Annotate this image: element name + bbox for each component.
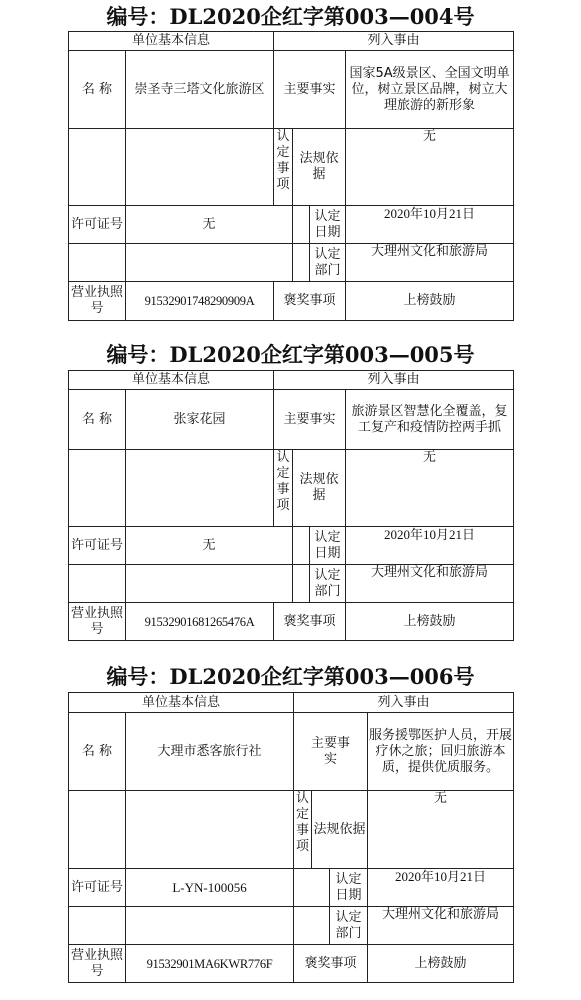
empty-cell <box>69 907 126 945</box>
main-facts-value: 服务援鄂医护人员，开展疗休之旅；回归旅游本质，提供优质服务。 <box>368 713 514 791</box>
record-table <box>68 692 514 983</box>
award-label: 褒奖事项 <box>274 603 346 641</box>
main-facts-value: 旅游景区智慧化全覆盖，复工复产和疫情防控两手抓 <box>346 390 514 450</box>
main-facts-value: 国家5A级景区、全国文明单位，树立景区品牌，树立大理旅游的新形象 <box>346 51 514 129</box>
award-value: 上榜鼓励 <box>346 282 514 321</box>
empty-cell <box>126 907 294 945</box>
empty-cell <box>293 206 310 244</box>
dept-value: 大理州文化和旅游局 <box>346 565 514 603</box>
reason-header: 列入事由 <box>274 32 514 51</box>
name-value: 大理市悉客旅行社 <box>126 713 294 791</box>
empty-cell <box>69 791 126 869</box>
name-value: 崇圣寺三塔文化旅游区 <box>126 51 274 129</box>
award-value: 上榜鼓励 <box>346 603 514 641</box>
license-value: 无 <box>126 527 293 565</box>
empty-cell <box>126 450 274 527</box>
business-license-value: 91532901748290909A <box>126 282 274 321</box>
unit-info-header: 单位基本信息 <box>69 371 274 390</box>
dept-value: 大理州文化和旅游局 <box>368 907 514 945</box>
business-license-label: 营业执照号 <box>69 282 126 321</box>
dept-label: 认定部门 <box>310 565 346 603</box>
legal-basis-label: 法规依据 <box>293 129 346 206</box>
name-value: 张家花园 <box>126 390 274 450</box>
date-value: 2020年10月21日 <box>368 869 514 907</box>
date-value: 2020年10月21日 <box>346 206 514 244</box>
legal-basis-value: 无 <box>368 791 514 869</box>
license-label: 许可证号 <box>69 869 126 907</box>
name-label: 名 称 <box>69 713 126 791</box>
empty-cell <box>69 244 126 282</box>
empty-cell <box>69 565 126 603</box>
dept-label: 认定部门 <box>330 907 368 945</box>
license-label: 许可证号 <box>69 527 126 565</box>
license-value: 无 <box>126 206 293 244</box>
legal-basis-label: 法规依据 <box>312 791 368 869</box>
empty-cell <box>294 907 330 945</box>
determination-items-label: 认定事项 <box>294 791 312 869</box>
determination-items-label: 认定事项 <box>274 129 293 206</box>
determination-items-label: 认定事项 <box>274 450 293 527</box>
license-value: L-YN-100056 <box>126 869 294 907</box>
record-table <box>68 370 514 641</box>
legal-basis-value: 无 <box>346 129 514 206</box>
record-code-title: 编号：DL2020企红字第003—004号 <box>106 4 475 29</box>
unit-info-header: 单位基本信息 <box>69 693 294 713</box>
dept-value: 大理州文化和旅游局 <box>346 244 514 282</box>
date-label: 认定日期 <box>310 206 346 244</box>
empty-cell <box>126 244 293 282</box>
dept-label: 认定部门 <box>310 244 346 282</box>
reason-header: 列入事由 <box>294 693 514 713</box>
legal-basis-value: 无 <box>346 450 514 527</box>
empty-cell <box>293 565 310 603</box>
record-code-title: 编号：DL2020企红字第003—006号 <box>106 664 475 689</box>
legal-basis-label: 法规依据 <box>293 450 346 527</box>
business-license-value: 91532901MA6KWR776F <box>126 945 294 983</box>
empty-cell <box>294 869 330 907</box>
name-label: 名 称 <box>69 51 126 129</box>
empty-cell <box>69 129 126 206</box>
date-label: 认定日期 <box>310 527 346 565</box>
main-facts-label: 主要事实 <box>294 713 368 791</box>
unit-info-header: 单位基本信息 <box>69 32 274 51</box>
date-value: 2020年10月21日 <box>346 527 514 565</box>
empty-cell <box>293 527 310 565</box>
main-facts-label: 主要事实 <box>274 51 346 129</box>
business-license-label: 营业执照号 <box>69 945 126 983</box>
name-label: 名 称 <box>69 390 126 450</box>
record-code-title: 编号：DL2020企红字第003—005号 <box>106 342 475 367</box>
record-table <box>68 31 514 321</box>
business-license-value: 91532901681265476A <box>126 603 274 641</box>
award-label: 褒奖事项 <box>294 945 368 983</box>
award-value: 上榜鼓励 <box>368 945 514 983</box>
award-label: 褒奖事项 <box>274 282 346 321</box>
business-license-label: 营业执照号 <box>69 603 126 641</box>
empty-cell <box>69 450 126 527</box>
empty-cell <box>126 129 274 206</box>
date-label: 认定日期 <box>330 869 368 907</box>
empty-cell <box>126 565 293 603</box>
reason-header: 列入事由 <box>274 371 514 390</box>
license-label: 许可证号 <box>69 206 126 244</box>
empty-cell <box>293 244 310 282</box>
empty-cell <box>126 791 294 869</box>
main-facts-label: 主要事实 <box>274 390 346 450</box>
